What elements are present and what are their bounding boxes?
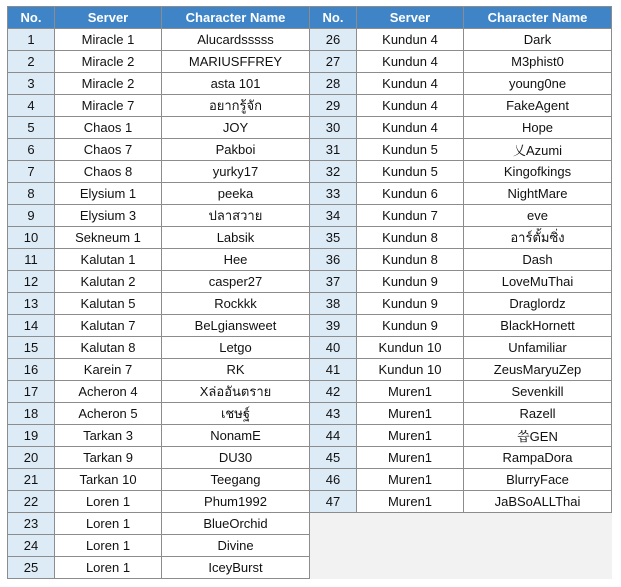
cell-character-name-left: อยากรู้จัก <box>162 95 310 117</box>
cell-no-left: 22 <box>8 491 55 513</box>
empty-area <box>310 535 612 557</box>
cell-no-left: 21 <box>8 469 55 491</box>
header-no-left: No. <box>8 7 55 29</box>
table-row <box>8 337 612 359</box>
table-row <box>8 249 612 271</box>
cell-no-right: 43 <box>310 403 357 425</box>
header-row <box>8 7 612 29</box>
cell-server-left: Kalutan 1 <box>55 249 162 271</box>
header-server-right: Server <box>357 7 464 29</box>
cell-server-left: Acheron 5 <box>55 403 162 425</box>
table-row <box>8 381 612 403</box>
cell-no-right: 46 <box>310 469 357 491</box>
cell-no-left: 16 <box>8 359 55 381</box>
cell-character-name-left: BlueOrchid <box>162 513 310 535</box>
table-row <box>8 315 612 337</box>
cell-no-right: 40 <box>310 337 357 359</box>
cell-character-name-left: เชษฐ์ <box>162 403 310 425</box>
table-body <box>8 29 612 579</box>
cell-server-right: Kundun 4 <box>357 117 464 139</box>
cell-server-left: Tarkan 10 <box>55 469 162 491</box>
cell-character-name-left: DU30 <box>162 447 310 469</box>
cell-server-left: Tarkan 9 <box>55 447 162 469</box>
cell-character-name-left: Alucardsssss <box>162 29 310 51</box>
cell-character-name-right: Dash <box>464 249 612 271</box>
cell-no-right: 47 <box>310 491 357 513</box>
cell-no-right: 45 <box>310 447 357 469</box>
cell-server-right: Kundun 7 <box>357 205 464 227</box>
table-row <box>8 535 612 557</box>
table-row <box>8 51 612 73</box>
cell-character-name-right: Draglordz <box>464 293 612 315</box>
cell-character-name-left: JOY <box>162 117 310 139</box>
cell-no-right: 27 <box>310 51 357 73</box>
cell-server-right: Kundun 8 <box>357 249 464 271</box>
cell-no-left: 1 <box>8 29 55 51</box>
cell-no-left: 25 <box>8 557 55 579</box>
cell-server-right: Kundun 4 <box>357 73 464 95</box>
cell-no-right: 33 <box>310 183 357 205</box>
cell-no-right: 38 <box>310 293 357 315</box>
cell-character-name-right: FakeAgent <box>464 95 612 117</box>
table-row <box>8 139 612 161</box>
cell-character-name-left: yurky17 <box>162 161 310 183</box>
cell-server-right: Muren1 <box>357 403 464 425</box>
cell-character-name-right: BlackHornett <box>464 315 612 337</box>
cell-character-name-left: peeka <box>162 183 310 205</box>
cell-no-right: 44 <box>310 425 357 447</box>
cell-character-name-left: NonamE <box>162 425 310 447</box>
cell-no-right: 29 <box>310 95 357 117</box>
cell-no-left: 10 <box>8 227 55 249</box>
cell-server-left: Loren 1 <box>55 535 162 557</box>
cell-character-name-left: Labsik <box>162 227 310 249</box>
cell-no-left: 19 <box>8 425 55 447</box>
table-row <box>8 425 612 447</box>
cell-no-right: 30 <box>310 117 357 139</box>
cell-server-left: Elysium 3 <box>55 205 162 227</box>
cell-server-left: Loren 1 <box>55 491 162 513</box>
table-row <box>8 205 612 227</box>
cell-server-right: Kundun 4 <box>357 51 464 73</box>
cell-server-right: Kundun 10 <box>357 337 464 359</box>
header-server-left: Server <box>55 7 162 29</box>
table-row <box>8 403 612 425</box>
cell-no-right: 39 <box>310 315 357 337</box>
cell-no-left: 17 <box>8 381 55 403</box>
cell-character-name-left: Letgo <box>162 337 310 359</box>
table-row <box>8 513 612 535</box>
cell-character-name-right: ZeusMaryuZep <box>464 359 612 381</box>
cell-server-left: Kalutan 2 <box>55 271 162 293</box>
cell-server-left: Miracle 7 <box>55 95 162 117</box>
cell-character-name-left: Hee <box>162 249 310 271</box>
cell-server-right: Kundun 6 <box>357 183 464 205</box>
table-row <box>8 227 612 249</box>
cell-no-right: 41 <box>310 359 357 381</box>
cell-no-left: 14 <box>8 315 55 337</box>
cell-server-left: Loren 1 <box>55 557 162 579</box>
cell-character-name-left: Xล่ออันตราย <box>162 381 310 403</box>
cell-character-name-right: 씁GEN <box>464 425 612 447</box>
cell-server-right: Muren1 <box>357 491 464 513</box>
empty-area <box>310 513 612 535</box>
cell-server-right: Muren1 <box>357 447 464 469</box>
cell-character-name-right: young0ne <box>464 73 612 95</box>
cell-character-name-right: Unfamiliar <box>464 337 612 359</box>
cell-server-right: Kundun 9 <box>357 293 464 315</box>
cell-character-name-left: Teegang <box>162 469 310 491</box>
cell-server-right: Kundun 10 <box>357 359 464 381</box>
header-character-name-left: Character Name <box>162 7 310 29</box>
cell-character-name-left: casper27 <box>162 271 310 293</box>
cell-no-right: 28 <box>310 73 357 95</box>
cell-no-right: 32 <box>310 161 357 183</box>
cell-server-right: Kundun 4 <box>357 95 464 117</box>
cell-character-name-right: Kingofkings <box>464 161 612 183</box>
cell-character-name-right: M3phist0 <box>464 51 612 73</box>
cell-no-left: 9 <box>8 205 55 227</box>
table-row <box>8 491 612 513</box>
table-row <box>8 117 612 139</box>
cell-server-left: Sekneum 1 <box>55 227 162 249</box>
cell-no-left: 20 <box>8 447 55 469</box>
header-character-name-right: Character Name <box>464 7 612 29</box>
cell-character-name-right: Razell <box>464 403 612 425</box>
cell-no-left: 4 <box>8 95 55 117</box>
header-no-right: No. <box>310 7 357 29</box>
cell-server-right: Kundun 8 <box>357 227 464 249</box>
cell-no-left: 5 <box>8 117 55 139</box>
table-row <box>8 469 612 491</box>
table-row <box>8 557 612 579</box>
cell-server-left: Chaos 8 <box>55 161 162 183</box>
cell-no-left: 12 <box>8 271 55 293</box>
cell-server-right: Kundun 9 <box>357 315 464 337</box>
cell-no-left: 2 <box>8 51 55 73</box>
cell-no-left: 7 <box>8 161 55 183</box>
cell-character-name-left: BeLgiansweet <box>162 315 310 337</box>
cell-server-right: Kundun 9 <box>357 271 464 293</box>
table-row <box>8 183 612 205</box>
cell-no-left: 23 <box>8 513 55 535</box>
table-row <box>8 73 612 95</box>
cell-server-left: Karein 7 <box>55 359 162 381</box>
table-row <box>8 271 612 293</box>
empty-area <box>310 557 612 579</box>
cell-character-name-right: Dark <box>464 29 612 51</box>
cell-character-name-right: BlurryFace <box>464 469 612 491</box>
cell-server-left: Kalutan 8 <box>55 337 162 359</box>
cell-server-right: Muren1 <box>357 425 464 447</box>
cell-no-right: 35 <box>310 227 357 249</box>
cell-character-name-right: LoveMuThai <box>464 271 612 293</box>
cell-no-left: 11 <box>8 249 55 271</box>
character-list-sheet <box>7 6 612 579</box>
cell-server-right: Muren1 <box>357 469 464 491</box>
cell-character-name-left: RK <box>162 359 310 381</box>
cell-server-left: Kalutan 7 <box>55 315 162 337</box>
cell-character-name-left: Phum1992 <box>162 491 310 513</box>
cell-character-name-right: RampaDora <box>464 447 612 469</box>
cell-server-left: Miracle 2 <box>55 73 162 95</box>
cell-no-left: 8 <box>8 183 55 205</box>
table-row <box>8 293 612 315</box>
cell-server-right: Kundun 5 <box>357 139 464 161</box>
cell-character-name-right: Hope <box>464 117 612 139</box>
cell-server-left: Miracle 1 <box>55 29 162 51</box>
cell-no-right: 37 <box>310 271 357 293</box>
table-row <box>8 95 612 117</box>
cell-server-left: Kalutan 5 <box>55 293 162 315</box>
cell-no-left: 15 <box>8 337 55 359</box>
cell-server-left: Chaos 1 <box>55 117 162 139</box>
cell-character-name-right: 乂Azumi <box>464 139 612 161</box>
cell-server-right: Kundun 4 <box>357 29 464 51</box>
cell-character-name-right: Sevenkill <box>464 381 612 403</box>
table-row <box>8 161 612 183</box>
cell-server-left: Acheron 4 <box>55 381 162 403</box>
cell-server-left: Chaos 7 <box>55 139 162 161</box>
cell-no-right: 42 <box>310 381 357 403</box>
cell-character-name-right: NightMare <box>464 183 612 205</box>
cell-no-right: 31 <box>310 139 357 161</box>
cell-server-left: Tarkan 3 <box>55 425 162 447</box>
cell-server-left: Loren 1 <box>55 513 162 535</box>
cell-no-left: 3 <box>8 73 55 95</box>
cell-character-name-left: IceyBurst <box>162 557 310 579</box>
table-row <box>8 359 612 381</box>
cell-no-right: 36 <box>310 249 357 271</box>
cell-character-name-right: อาร์ตั้มซิ่ง <box>464 227 612 249</box>
cell-server-left: Elysium 1 <box>55 183 162 205</box>
cell-character-name-left: Rockkk <box>162 293 310 315</box>
cell-no-left: 13 <box>8 293 55 315</box>
character-table <box>7 6 612 579</box>
cell-server-right: Kundun 5 <box>357 161 464 183</box>
cell-no-left: 18 <box>8 403 55 425</box>
cell-character-name-left: MARIUSFFREY <box>162 51 310 73</box>
cell-server-left: Miracle 2 <box>55 51 162 73</box>
cell-no-right: 26 <box>310 29 357 51</box>
cell-server-right: Muren1 <box>357 381 464 403</box>
cell-no-left: 6 <box>8 139 55 161</box>
table-row <box>8 29 612 51</box>
cell-character-name-left: Divine <box>162 535 310 557</box>
cell-character-name-left: asta 101 <box>162 73 310 95</box>
cell-no-right: 34 <box>310 205 357 227</box>
cell-character-name-left: ปลาสวาย <box>162 205 310 227</box>
cell-no-left: 24 <box>8 535 55 557</box>
cell-character-name-right: eve <box>464 205 612 227</box>
cell-character-name-right: JaBSoALLThai <box>464 491 612 513</box>
table-row <box>8 447 612 469</box>
cell-character-name-left: Pakboi <box>162 139 310 161</box>
